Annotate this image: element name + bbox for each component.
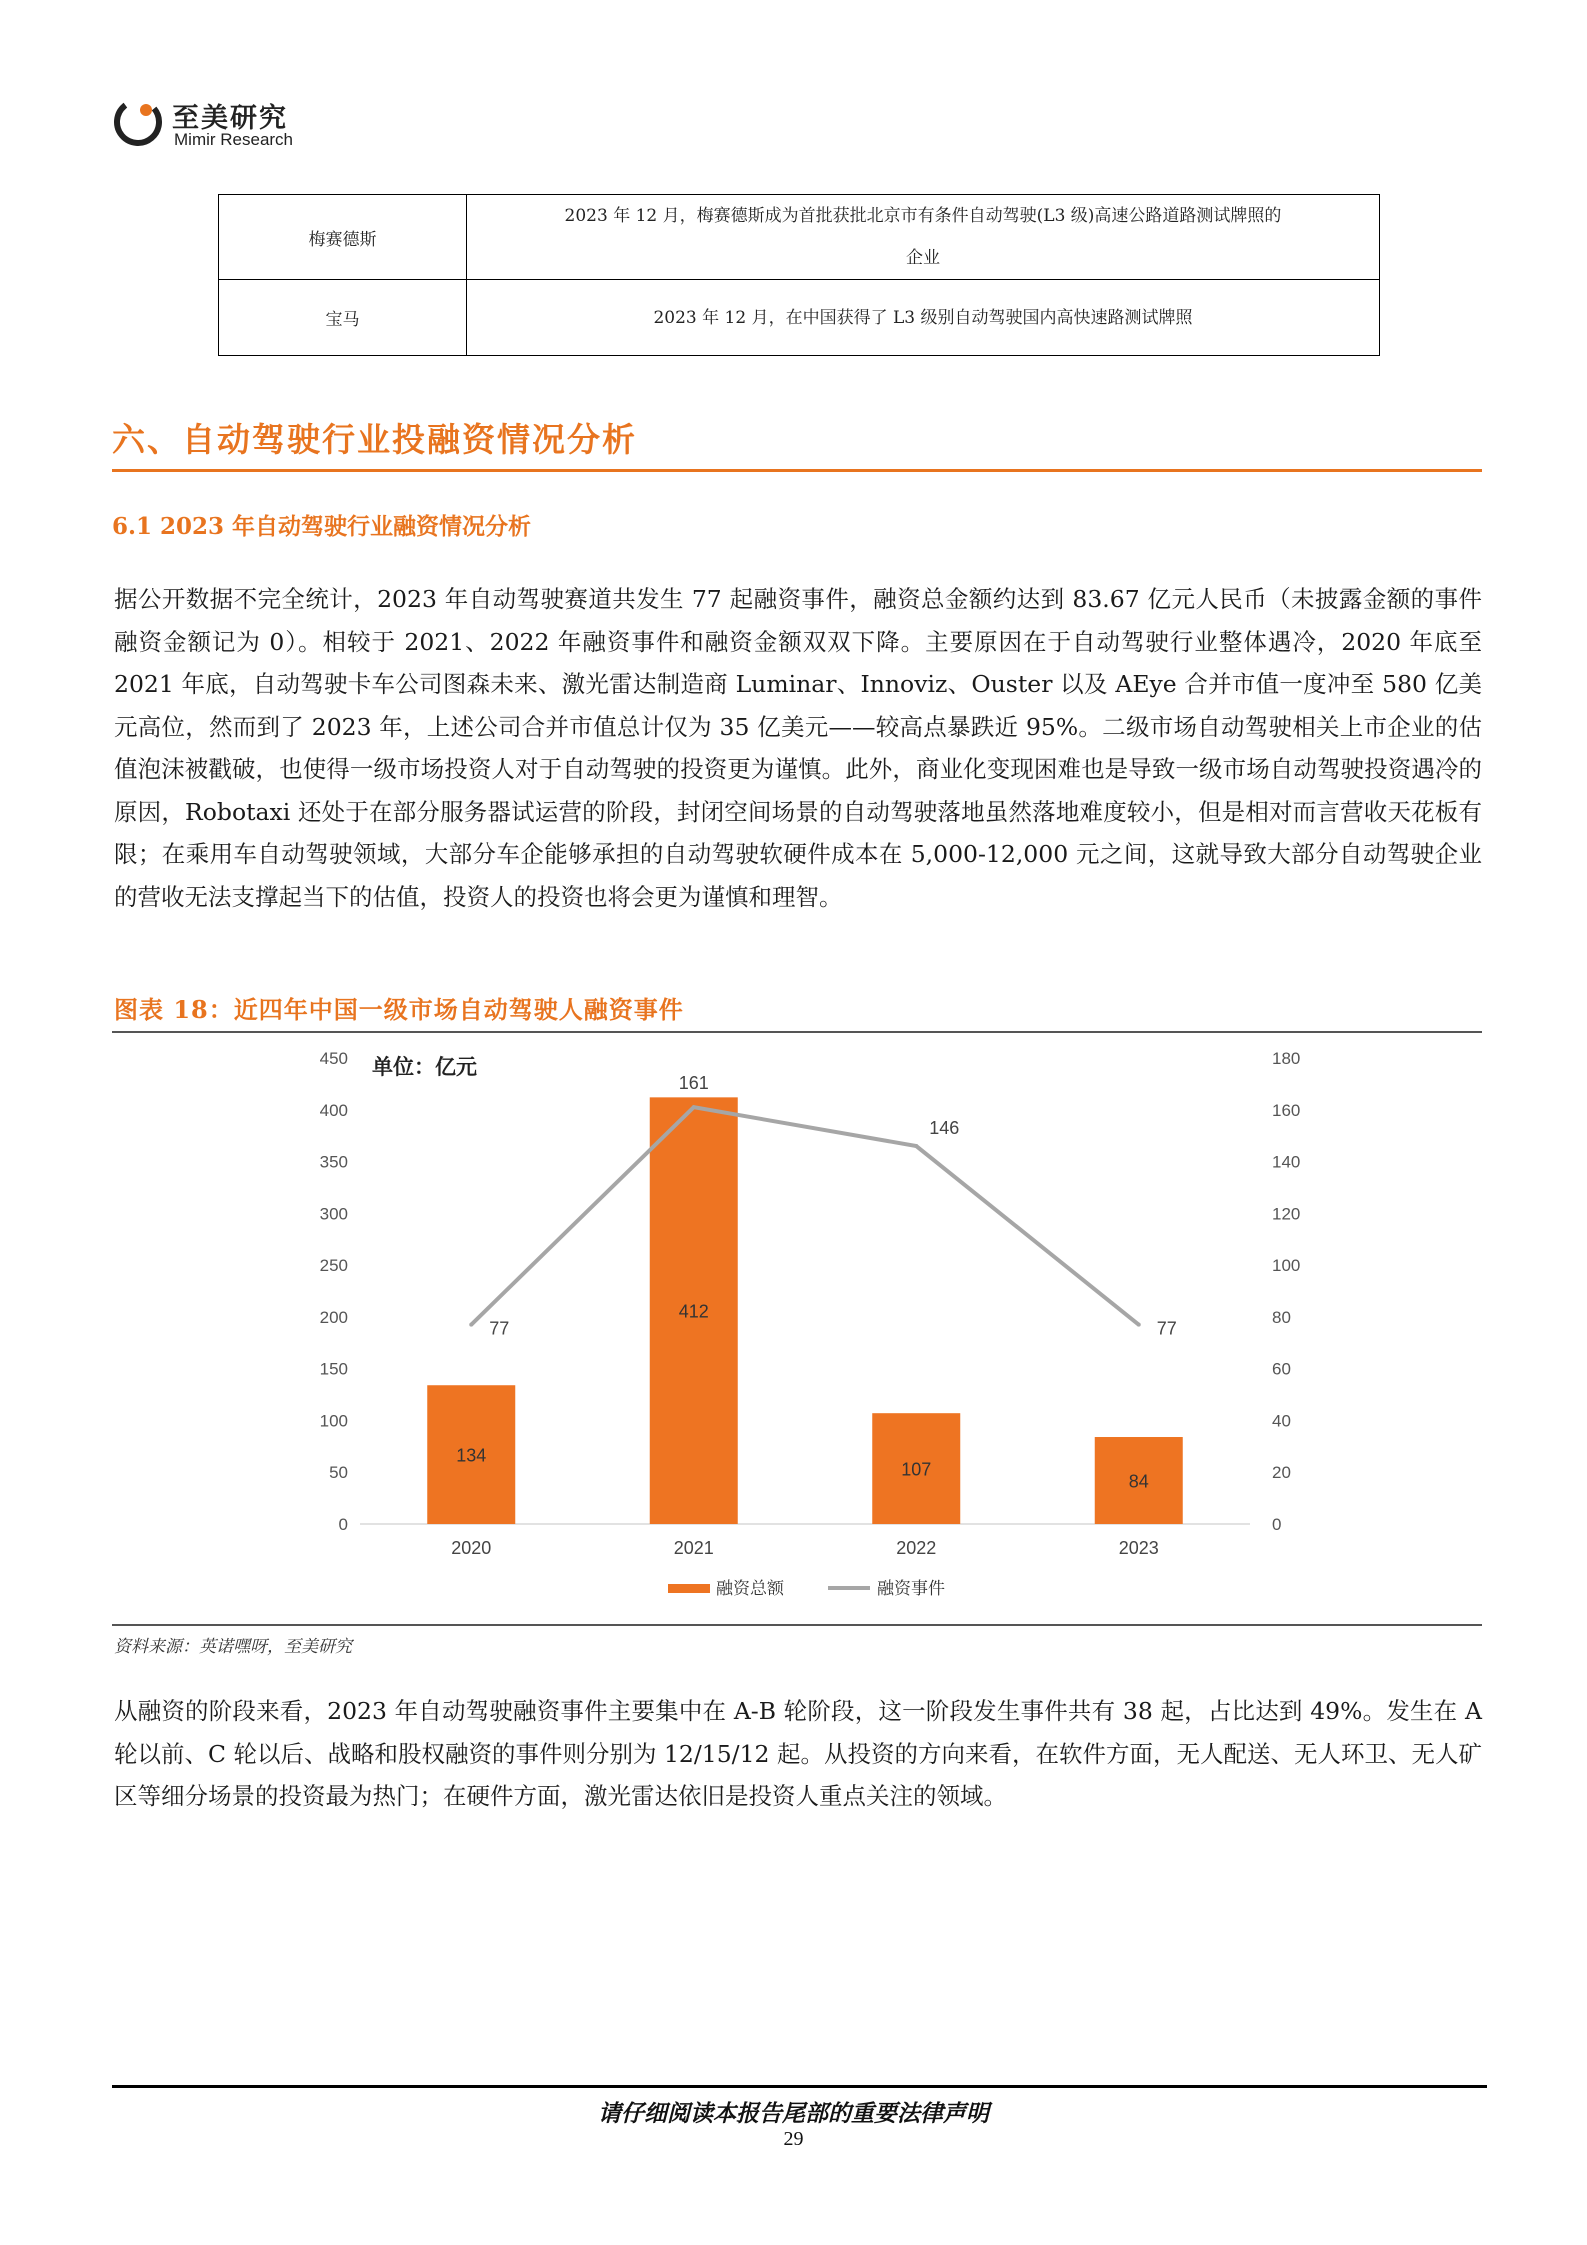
bar-data-label: 412 [678, 1301, 709, 1322]
y-left-tick-label: 300 [319, 1204, 348, 1224]
section-title: 六、自动驾驶行业投融资情况分析 [112, 420, 637, 459]
y-left-tick-label: 100 [319, 1411, 348, 1431]
table-cell-company: 宝马 [219, 280, 467, 356]
legend-label-bar: 融资总额 [716, 1579, 784, 1599]
table-cell-line: 企业 [906, 248, 940, 268]
brand-logo [112, 92, 332, 152]
y-right-tick-label: 0 [1272, 1515, 1282, 1534]
y-right-tick-label: 40 [1272, 1411, 1291, 1431]
x-tick-label: 2023 [1118, 1538, 1159, 1558]
legend-swatch-bar [668, 1584, 710, 1593]
line-data-label: 77 [489, 1318, 510, 1339]
line-point-events [469, 1323, 473, 1327]
x-tick-label: 2022 [896, 1538, 937, 1558]
footer-divider [112, 2085, 1487, 2088]
company-license-table [218, 194, 1380, 356]
legal-notice: 请仔细阅读本报告尾部的重要法律声明 [598, 2100, 989, 2127]
table-cell-line: 2023 年 12 月，梅赛德斯成为首批获批北京市有条件自动驾驶(L3 级)高速公路道路测试牌照的 [564, 206, 1282, 226]
table-row [219, 280, 1380, 356]
logo-mark-icon [112, 96, 164, 148]
subsection-title: 6.1 2023 年自动驾驶行业融资情况分析 [112, 513, 532, 540]
y-right-tick-label: 60 [1272, 1359, 1291, 1379]
legend-label-line: 融资事件 [877, 1579, 945, 1599]
line-data-label: 77 [1156, 1318, 1177, 1339]
y-right-tick-label: 180 [1272, 1049, 1300, 1068]
body-paragraph: 从融资的阶段来看，2023 年自动驾驶融资事件主要集中在 A-B 轮阶段，这一阶段发生事件共有 38 起，占比达到 49%。发生在 A 轮以前、C 轮以后、战略和股权融资的事件则分别为 12/15/12 起。从投资的方向来看，在软件方面，无人配送、无人环卫、无人矿区等细分场景的投资最为热门；在硬件方面，激光雷达依旧是投资人重点关注的领域。 [114, 1697, 1482, 1810]
x-tick-label: 2020 [451, 1538, 492, 1558]
y-right-tick-label: 100 [1272, 1256, 1300, 1276]
table-cell-detail: 2023 年 12 月，在中国获得了 L3 级别自动驾驶国内高快速路测试牌照 [467, 280, 1380, 356]
y-left-tick-label: 450 [319, 1049, 348, 1068]
bar-data-label: 84 [1128, 1471, 1149, 1492]
figure-divider-bottom [112, 1624, 1482, 1626]
logo-text-cn: 至美研究 [172, 103, 288, 134]
chart-unit-label: 单位：亿元 [372, 1055, 477, 1079]
x-tick-label: 2021 [673, 1538, 714, 1558]
y-right-tick-label: 120 [1272, 1204, 1300, 1224]
page-number: 29 [783, 2128, 804, 2150]
logo-text-en: Mimir Research [174, 130, 294, 149]
body-paragraph: 据公开数据不完全统计，2023 年自动驾驶赛道共发生 77 起融资事件，融资总金额约达到 83.67 亿元人民币（未披露金额的事件融资金额记为 0）。相较于 2021、2022 年融资事件和融资金额双双下降。主要原因在于自动驾驶行业整体遇冷，2020 年底至 2021 年底，自动驾驶卡车公司图森未来、激光雷达制造商 Luminar、Innoviz、Ouster 以及 AEye 合并市值一度冲至 580 亿美元高位，然而到了 2023 年，上述公司合并市值总计仅为 35 亿美元——较高点暴跌近 95%。二级市场自动驾驶相关上市企业的估值泡沫被戳破，也使得一级市场投资人对于自动驾驶的投资更为谨慎。此外，商业化变现困难也是导致一级市场自动驾驶投资遇冷的原因，Robotaxi 还处于在部分服务器试运营的阶段，封闭空间场景的自动驾驶落地虽然落地难度较小，但是相对而言营收天花板有限；在乘用车自动驾驶领域，大部分车企能够承担的自动驾驶软硬件成本在 5,000-12,000 元之间，这就导致大部分自动驾驶企业的营收无法支撑起当下的估值，投资人的投资也将会更为谨慎和理智。 [114, 585, 1482, 911]
financing-chart [300, 1034, 1300, 1622]
line-data-label: 161 [678, 1073, 709, 1094]
y-left-tick-label: 200 [319, 1307, 348, 1327]
figure-title: 图表 18：近四年中国一级市场自动驾驶人融资事件 [114, 995, 684, 1024]
y-right-tick-label: 140 [1272, 1152, 1300, 1172]
y-left-tick-label: 350 [319, 1152, 348, 1172]
line-point-events [1137, 1323, 1141, 1327]
y-right-tick-label: 20 [1272, 1463, 1291, 1483]
y-left-tick-label: 150 [319, 1359, 348, 1379]
line-data-label: 146 [929, 1118, 960, 1139]
y-right-tick-label: 80 [1272, 1307, 1291, 1327]
table-cell-detail [467, 195, 1380, 280]
line-point-events [914, 1144, 918, 1148]
figure-divider-top [112, 1031, 1482, 1033]
y-left-tick-label: 250 [319, 1256, 348, 1276]
y-left-tick-label: 50 [329, 1463, 348, 1483]
y-right-tick-label: 160 [1272, 1100, 1300, 1120]
table-cell-company: 梅赛德斯 [219, 195, 467, 280]
bar-data-label: 134 [456, 1445, 487, 1466]
section-divider [112, 469, 1482, 472]
line-point-events [692, 1105, 696, 1109]
y-left-tick-label: 400 [319, 1100, 348, 1120]
figure-source: 资料来源：英诺嘿呀，至美研究 [114, 1637, 352, 1657]
bar-data-label: 107 [901, 1459, 932, 1480]
y-left-tick-label: 0 [338, 1515, 348, 1534]
table-row [219, 195, 1380, 280]
